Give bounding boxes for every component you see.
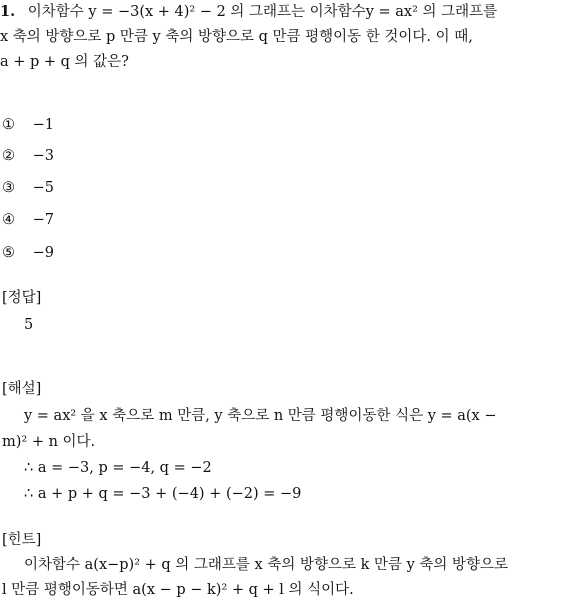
explanation-line-3: ∴ a = −3, p = −4, q = −2 [24,460,212,476]
choice-1-text: −1 [32,117,54,133]
explanation-label: [해설] [2,381,42,397]
question-text-2: x 축의 방향으로 p 만큼 y 축의 방향으로 q 만큼 평행이동 한 것이다. 이 때, [0,29,473,45]
choice-2-text: −3 [32,148,54,164]
question-line-1 [0,2,497,22]
choice-3-text: −5 [32,180,54,196]
hint-label: [힌트] [2,532,42,548]
explanation-line-1: y = ax² 을 x 축으로 m 만큼, y 축으로 n 만큼 평행이동한 식은 y = a(x − [24,408,497,424]
hint-line-1: 이차함수 a(x−p)² + q 의 그래프를 x 축의 방향으로 k 만큼 y 축의 방향으로 [24,557,509,573]
choice-5[interactable] [2,243,54,263]
choice-2[interactable] [2,146,54,166]
answer-value: 5 [24,317,34,333]
choice-1[interactable] [2,115,54,135]
choice-3-number: ③ [2,180,15,196]
choice-5-text: −9 [32,245,54,261]
choice-4-number: ④ [2,212,15,228]
choice-2-number: ② [2,148,15,164]
answer-label: [정답] [2,290,42,306]
choice-5-number: ⑤ [2,245,15,261]
choice-4[interactable] [2,210,54,230]
question-text-1: 이차함수 y = −3(x + 4)² − 2 의 그래프는 이차함수y = ax² 의 그래프를 [27,4,498,20]
choice-1-number: ① [2,117,15,133]
explanation-line-2: m)² + n 이다. [2,434,96,450]
hint-line-2: l 만큼 평행이동하면 a(x − p − k)² + q + l 의 식이다. [2,582,354,598]
choice-4-text: −7 [32,212,54,228]
question-number: 1. [0,3,16,20]
choice-3[interactable] [2,178,54,198]
explanation-line-4: ∴ a + p + q = −3 + (−4) + (−2) = −9 [24,486,302,502]
question-text-3: a + p + q 의 값은? [0,54,129,70]
